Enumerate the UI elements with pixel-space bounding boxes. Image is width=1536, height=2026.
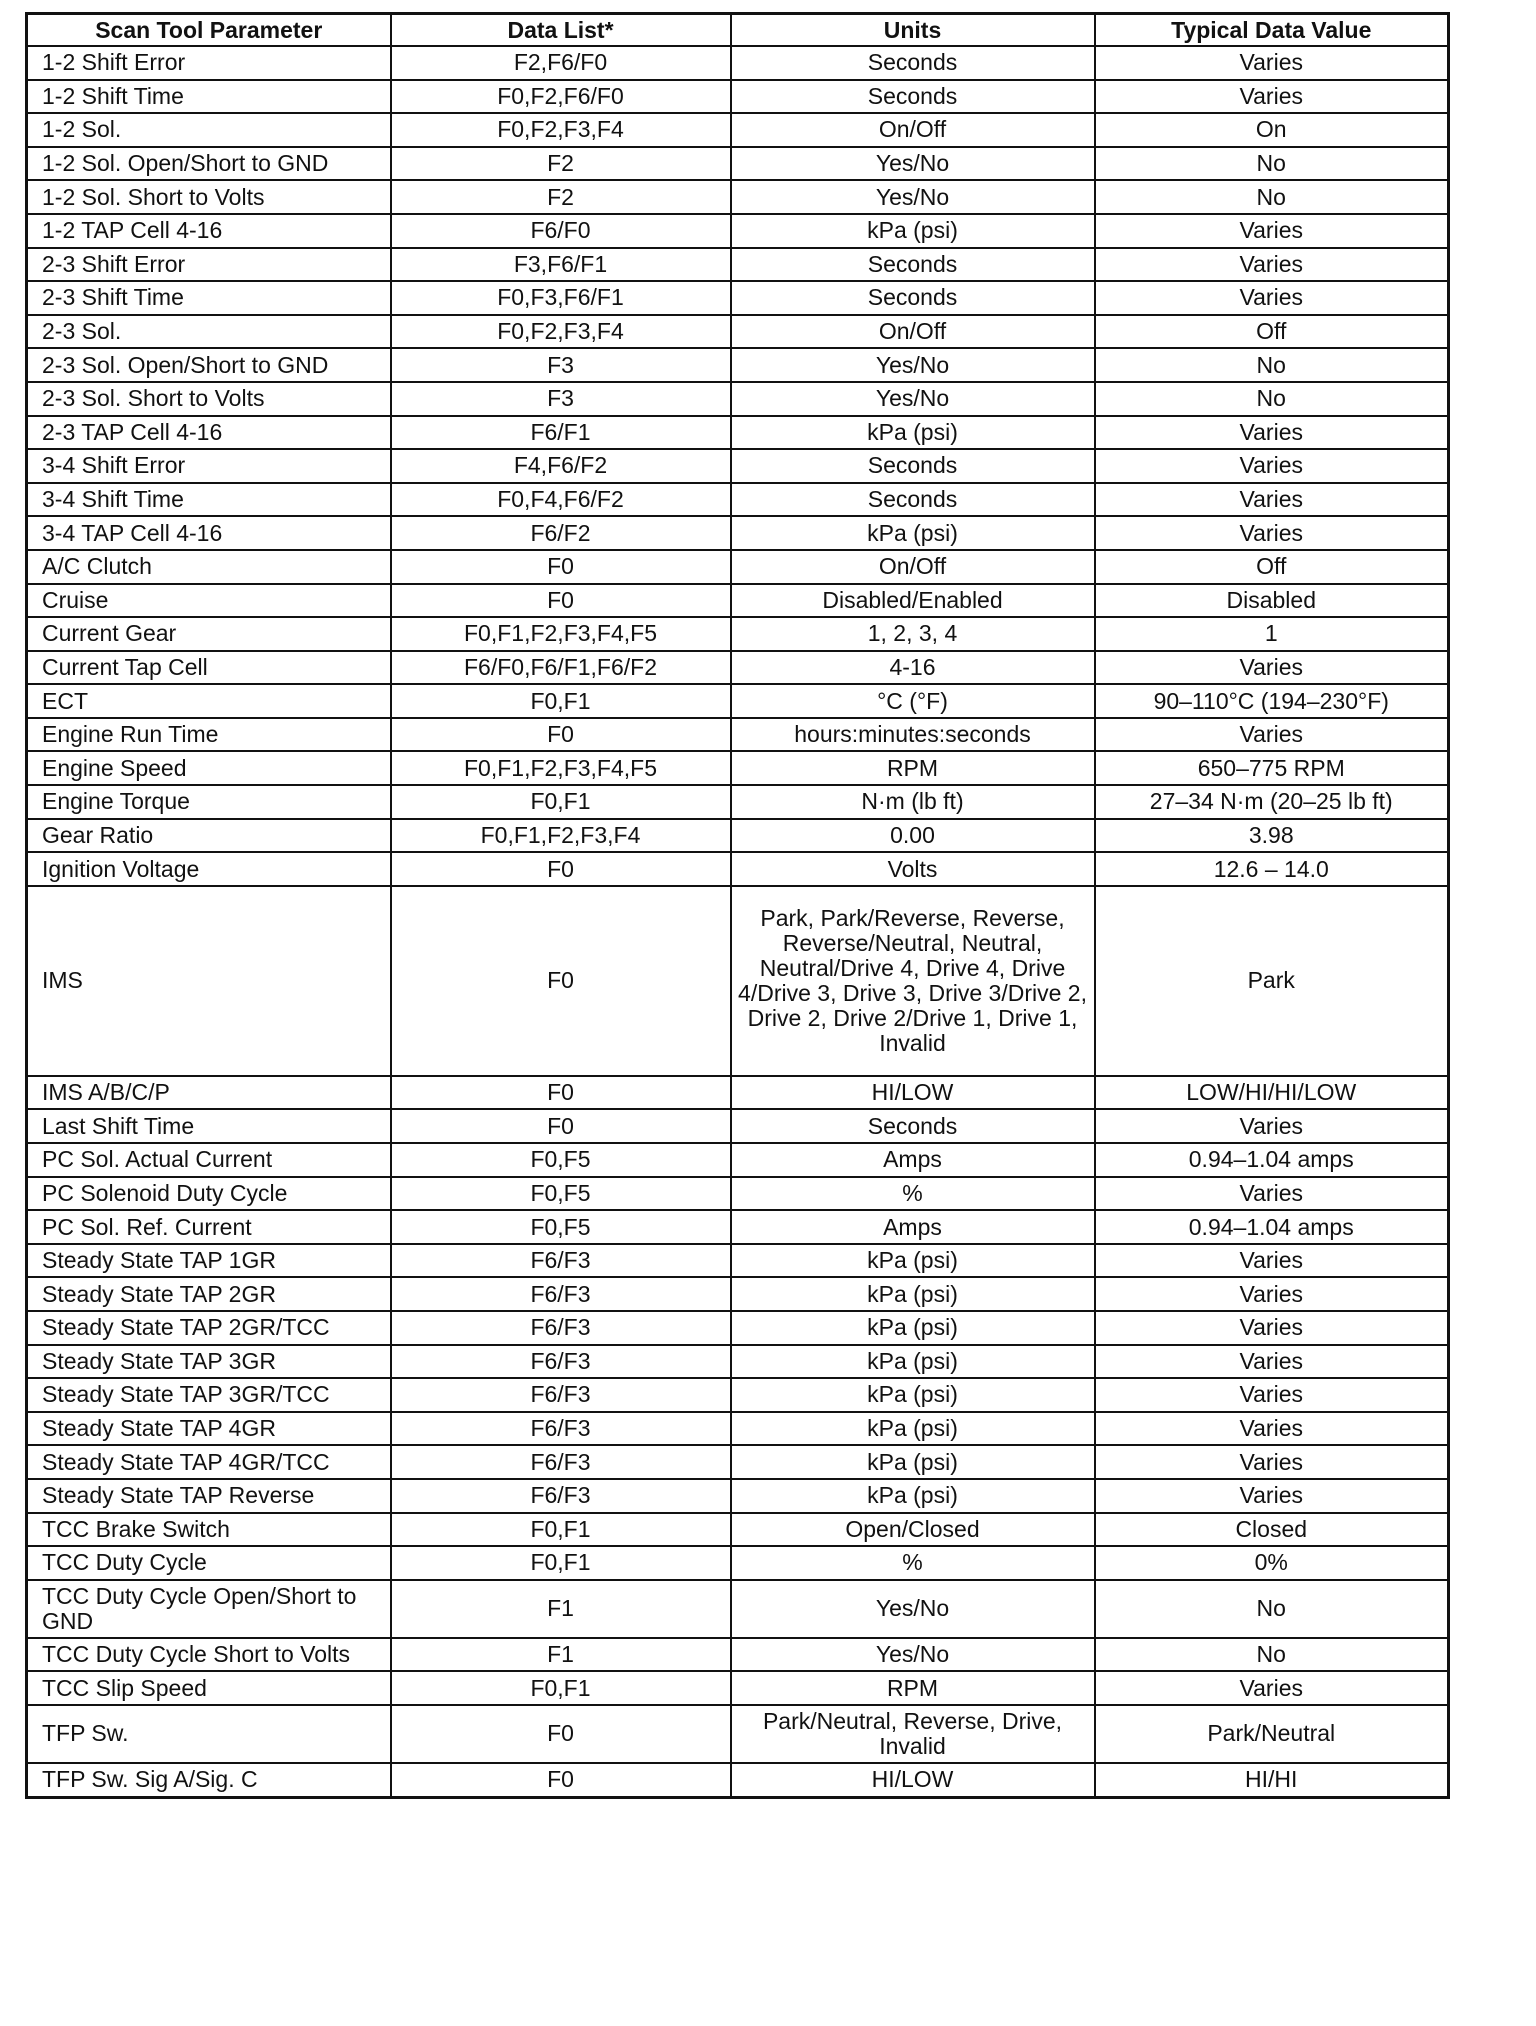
cell-typical-value: Varies xyxy=(1095,46,1449,80)
cell-units: Seconds xyxy=(731,281,1095,315)
table-body xyxy=(27,46,1449,1797)
cell-data-list: F0,F1 xyxy=(391,684,731,718)
cell-parameter: Steady State TAP 2GR xyxy=(27,1277,391,1311)
cell-typical-value: Varies xyxy=(1095,1311,1449,1345)
table-header xyxy=(27,14,1449,47)
cell-units: On/Off xyxy=(731,550,1095,584)
cell-parameter: 2-3 TAP Cell 4-16 xyxy=(27,416,391,450)
cell-typical-value: Varies xyxy=(1095,80,1449,114)
cell-units: Open/Closed xyxy=(731,1513,1095,1547)
cell-data-list: F1 xyxy=(391,1638,731,1672)
cell-typical-value: Varies xyxy=(1095,1412,1449,1446)
table-row xyxy=(27,718,1449,752)
cell-typical-value: Varies xyxy=(1095,1109,1449,1143)
cell-data-list: F6/F2 xyxy=(391,516,731,550)
table-row xyxy=(27,584,1449,618)
cell-units: kPa (psi) xyxy=(731,1378,1095,1412)
cell-units: % xyxy=(731,1546,1095,1580)
cell-data-list: F0,F2,F6/F0 xyxy=(391,80,731,114)
cell-units: Yes/No xyxy=(731,348,1095,382)
table-row xyxy=(27,1378,1449,1412)
table-row xyxy=(27,751,1449,785)
cell-parameter: TCC Duty Cycle Open/Short to GND xyxy=(27,1580,391,1638)
cell-typical-value: 650–775 RPM xyxy=(1095,751,1449,785)
table-row xyxy=(27,214,1449,248)
cell-parameter: TFP Sw. xyxy=(27,1705,391,1763)
cell-parameter: 2-3 Sol. Short to Volts xyxy=(27,382,391,416)
table-row xyxy=(27,113,1449,147)
cell-units: Volts xyxy=(731,852,1095,886)
cell-data-list: F6/F3 xyxy=(391,1244,731,1278)
cell-typical-value: Varies xyxy=(1095,718,1449,752)
table-row xyxy=(27,516,1449,550)
cell-units: Seconds xyxy=(731,46,1095,80)
cell-units: 1, 2, 3, 4 xyxy=(731,617,1095,651)
cell-units: RPM xyxy=(731,751,1095,785)
cell-data-list: F0,F2,F3,F4 xyxy=(391,315,731,349)
cell-data-list: F0 xyxy=(391,1763,731,1797)
cell-typical-value: Varies xyxy=(1095,1671,1449,1705)
cell-typical-value: Varies xyxy=(1095,449,1449,483)
table-row xyxy=(27,1345,1449,1379)
cell-units: kPa (psi) xyxy=(731,1277,1095,1311)
cell-data-list: F0 xyxy=(391,1109,731,1143)
cell-parameter: A/C Clutch xyxy=(27,550,391,584)
table-row xyxy=(27,886,1449,1076)
table-row xyxy=(27,1412,1449,1446)
table-row xyxy=(27,1580,1449,1638)
cell-typical-value: Varies xyxy=(1095,1479,1449,1513)
cell-parameter: Engine Run Time xyxy=(27,718,391,752)
cell-parameter: Steady State TAP 3GR/TCC xyxy=(27,1378,391,1412)
cell-parameter: Current Gear xyxy=(27,617,391,651)
cell-parameter: Gear Ratio xyxy=(27,819,391,853)
table-row xyxy=(27,315,1449,349)
cell-parameter: Ignition Voltage xyxy=(27,852,391,886)
table-row xyxy=(27,1177,1449,1211)
header-data-list: Data List* xyxy=(391,14,731,47)
cell-data-list: F0,F4,F6/F2 xyxy=(391,483,731,517)
cell-data-list: F0,F1 xyxy=(391,785,731,819)
header-scan-tool-parameter: Scan Tool Parameter xyxy=(27,14,391,47)
scan-tool-data-table xyxy=(25,12,1450,1799)
cell-typical-value: Off xyxy=(1095,315,1449,349)
cell-typical-value: Varies xyxy=(1095,1177,1449,1211)
cell-typical-value: 0.94–1.04 amps xyxy=(1095,1143,1449,1177)
cell-typical-value: HI/HI xyxy=(1095,1763,1449,1797)
cell-typical-value: No xyxy=(1095,382,1449,416)
cell-data-list: F6/F3 xyxy=(391,1378,731,1412)
cell-units: Seconds xyxy=(731,449,1095,483)
table-row xyxy=(27,1311,1449,1345)
table-row xyxy=(27,1244,1449,1278)
cell-data-list: F0 xyxy=(391,1076,731,1110)
cell-units: Yes/No xyxy=(731,180,1095,214)
cell-typical-value: Varies xyxy=(1095,1445,1449,1479)
cell-data-list: F0,F1 xyxy=(391,1513,731,1547)
cell-parameter: TCC Duty Cycle Short to Volts xyxy=(27,1638,391,1672)
cell-parameter: TCC Brake Switch xyxy=(27,1513,391,1547)
cell-typical-value: No xyxy=(1095,1580,1449,1638)
cell-units: N·m (lb ft) xyxy=(731,785,1095,819)
cell-data-list: F0,F1,F2,F3,F4,F5 xyxy=(391,617,731,651)
cell-data-list: F0 xyxy=(391,584,731,618)
cell-units: Amps xyxy=(731,1143,1095,1177)
cell-parameter: TCC Slip Speed xyxy=(27,1671,391,1705)
cell-parameter: IMS xyxy=(27,886,391,1076)
cell-units: % xyxy=(731,1177,1095,1211)
cell-parameter: IMS A/B/C/P xyxy=(27,1076,391,1110)
table-row xyxy=(27,1109,1449,1143)
table-row xyxy=(27,248,1449,282)
table-row xyxy=(27,348,1449,382)
cell-data-list: F6/F3 xyxy=(391,1311,731,1345)
cell-units: °C (°F) xyxy=(731,684,1095,718)
cell-typical-value: On xyxy=(1095,113,1449,147)
cell-parameter: 1-2 TAP Cell 4-16 xyxy=(27,214,391,248)
cell-units: On/Off xyxy=(731,315,1095,349)
table-row xyxy=(27,651,1449,685)
cell-data-list: F4,F6/F2 xyxy=(391,449,731,483)
cell-parameter: Steady State TAP 4GR/TCC xyxy=(27,1445,391,1479)
cell-data-list: F0 xyxy=(391,886,731,1076)
cell-data-list: F0 xyxy=(391,852,731,886)
cell-parameter: 3-4 Shift Error xyxy=(27,449,391,483)
cell-data-list: F3 xyxy=(391,348,731,382)
cell-units: Park/Neutral, Reverse, Drive, Invalid xyxy=(731,1705,1095,1763)
cell-parameter: 1-2 Sol. xyxy=(27,113,391,147)
cell-typical-value: Park/Neutral xyxy=(1095,1705,1449,1763)
cell-parameter: Steady State TAP 4GR xyxy=(27,1412,391,1446)
cell-parameter: 1-2 Shift Time xyxy=(27,80,391,114)
cell-parameter: Engine Torque xyxy=(27,785,391,819)
cell-data-list: F0,F1 xyxy=(391,1546,731,1580)
table-row xyxy=(27,180,1449,214)
cell-data-list: F6/F3 xyxy=(391,1412,731,1446)
cell-units: Disabled/Enabled xyxy=(731,584,1095,618)
cell-units: Seconds xyxy=(731,248,1095,282)
cell-units: Seconds xyxy=(731,1109,1095,1143)
cell-typical-value: Varies xyxy=(1095,248,1449,282)
cell-units: 4-16 xyxy=(731,651,1095,685)
table-row xyxy=(27,1546,1449,1580)
cell-typical-value: Varies xyxy=(1095,516,1449,550)
cell-typical-value: Varies xyxy=(1095,651,1449,685)
cell-typical-value: LOW/HI/HI/LOW xyxy=(1095,1076,1449,1110)
cell-units: Yes/No xyxy=(731,382,1095,416)
table-row xyxy=(27,684,1449,718)
cell-units: kPa (psi) xyxy=(731,1244,1095,1278)
cell-typical-value: Varies xyxy=(1095,1244,1449,1278)
table-row xyxy=(27,785,1449,819)
cell-data-list: F2 xyxy=(391,180,731,214)
cell-data-list: F6/F3 xyxy=(391,1479,731,1513)
cell-data-list: F3,F6/F1 xyxy=(391,248,731,282)
cell-data-list: F0 xyxy=(391,550,731,584)
cell-data-list: F1 xyxy=(391,1580,731,1638)
cell-units: kPa (psi) xyxy=(731,214,1095,248)
cell-data-list: F0,F2,F3,F4 xyxy=(391,113,731,147)
cell-units: On/Off xyxy=(731,113,1095,147)
table-row xyxy=(27,819,1449,853)
table-row xyxy=(27,46,1449,80)
table-row xyxy=(27,382,1449,416)
cell-parameter: Steady State TAP 2GR/TCC xyxy=(27,1311,391,1345)
table-row xyxy=(27,1143,1449,1177)
cell-parameter: 1-2 Sol. Short to Volts xyxy=(27,180,391,214)
cell-parameter: Current Tap Cell xyxy=(27,651,391,685)
table-row xyxy=(27,617,1449,651)
cell-units: kPa (psi) xyxy=(731,1445,1095,1479)
table-row xyxy=(27,852,1449,886)
document-page xyxy=(25,12,1447,1799)
cell-data-list: F6/F0 xyxy=(391,214,731,248)
cell-units: Yes/No xyxy=(731,1580,1095,1638)
cell-typical-value: 1 xyxy=(1095,617,1449,651)
cell-units: HI/LOW xyxy=(731,1763,1095,1797)
cell-parameter: 2-3 Shift Error xyxy=(27,248,391,282)
cell-parameter: 1-2 Shift Error xyxy=(27,46,391,80)
cell-units: kPa (psi) xyxy=(731,1412,1095,1446)
cell-typical-value: 12.6 – 14.0 xyxy=(1095,852,1449,886)
cell-parameter: Steady State TAP Reverse xyxy=(27,1479,391,1513)
table-row xyxy=(27,1671,1449,1705)
cell-typical-value: Disabled xyxy=(1095,584,1449,618)
cell-parameter: TFP Sw. Sig A/Sig. C xyxy=(27,1763,391,1797)
cell-data-list: F0,F1 xyxy=(391,1671,731,1705)
table-row xyxy=(27,1076,1449,1110)
cell-data-list: F0,F5 xyxy=(391,1143,731,1177)
cell-data-list: F6/F0,F6/F1,F6/F2 xyxy=(391,651,731,685)
cell-parameter: 2-3 Sol. Open/Short to GND xyxy=(27,348,391,382)
table-row xyxy=(27,550,1449,584)
cell-typical-value: 3.98 xyxy=(1095,819,1449,853)
cell-parameter: 3-4 TAP Cell 4-16 xyxy=(27,516,391,550)
cell-typical-value: 0% xyxy=(1095,1546,1449,1580)
cell-parameter: 2-3 Sol. xyxy=(27,315,391,349)
cell-data-list: F6/F3 xyxy=(391,1277,731,1311)
cell-data-list: F3 xyxy=(391,382,731,416)
header-typical-data-value: Typical Data Value xyxy=(1095,14,1449,47)
header-units: Units xyxy=(731,14,1095,47)
cell-parameter: Steady State TAP 1GR xyxy=(27,1244,391,1278)
cell-parameter: Cruise xyxy=(27,584,391,618)
cell-typical-value: Varies xyxy=(1095,214,1449,248)
cell-units: hours:minutes:seconds xyxy=(731,718,1095,752)
cell-units: kPa (psi) xyxy=(731,1479,1095,1513)
cell-units: kPa (psi) xyxy=(731,416,1095,450)
cell-data-list: F0,F1,F2,F3,F4 xyxy=(391,819,731,853)
cell-parameter: PC Solenoid Duty Cycle xyxy=(27,1177,391,1211)
table-row xyxy=(27,147,1449,181)
cell-data-list: F0 xyxy=(391,718,731,752)
table-row xyxy=(27,1445,1449,1479)
cell-typical-value: 90–110°C (194–230°F) xyxy=(1095,684,1449,718)
cell-data-list: F2,F6/F0 xyxy=(391,46,731,80)
cell-parameter: 2-3 Shift Time xyxy=(27,281,391,315)
cell-data-list: F6/F1 xyxy=(391,416,731,450)
table-row xyxy=(27,483,1449,517)
table-row xyxy=(27,281,1449,315)
cell-data-list: F6/F3 xyxy=(391,1445,731,1479)
cell-parameter: 1-2 Sol. Open/Short to GND xyxy=(27,147,391,181)
table-row xyxy=(27,1638,1449,1672)
table-row xyxy=(27,1513,1449,1547)
cell-typical-value: Varies xyxy=(1095,281,1449,315)
cell-data-list: F0,F5 xyxy=(391,1177,731,1211)
cell-typical-value: No xyxy=(1095,1638,1449,1672)
cell-units: Seconds xyxy=(731,80,1095,114)
cell-data-list: F0 xyxy=(391,1705,731,1763)
cell-units: kPa (psi) xyxy=(731,1311,1095,1345)
cell-parameter: PC Sol. Ref. Current xyxy=(27,1210,391,1244)
cell-typical-value: Varies xyxy=(1095,416,1449,450)
cell-parameter: TCC Duty Cycle xyxy=(27,1546,391,1580)
cell-typical-value: 27–34 N·m (20–25 lb ft) xyxy=(1095,785,1449,819)
cell-units: kPa (psi) xyxy=(731,516,1095,550)
cell-units: HI/LOW xyxy=(731,1076,1095,1110)
header-row xyxy=(27,14,1449,47)
cell-typical-value: Closed xyxy=(1095,1513,1449,1547)
cell-parameter: 3-4 Shift Time xyxy=(27,483,391,517)
table-row xyxy=(27,449,1449,483)
cell-typical-value: Park xyxy=(1095,886,1449,1076)
table-row xyxy=(27,1210,1449,1244)
cell-data-list: F0,F3,F6/F1 xyxy=(391,281,731,315)
cell-parameter: Engine Speed xyxy=(27,751,391,785)
cell-typical-value: No xyxy=(1095,147,1449,181)
cell-units: Park, Park/Reverse, Reverse, Reverse/Neutral, Neutral, Neutral/Drive 4, Drive 4, Drive 4/Drive 3, Drive 3, Drive 3/Drive 2, Drive 2, Drive 2/Drive 1, Drive 1, Invalid xyxy=(731,886,1095,1076)
cell-typical-value: No xyxy=(1095,180,1449,214)
cell-units: RPM xyxy=(731,1671,1095,1705)
cell-typical-value: Off xyxy=(1095,550,1449,584)
table-row xyxy=(27,1763,1449,1797)
cell-units: Yes/No xyxy=(731,147,1095,181)
table-row xyxy=(27,1277,1449,1311)
table-row xyxy=(27,1479,1449,1513)
cell-parameter: PC Sol. Actual Current xyxy=(27,1143,391,1177)
cell-data-list: F6/F3 xyxy=(391,1345,731,1379)
cell-parameter: ECT xyxy=(27,684,391,718)
table-row xyxy=(27,80,1449,114)
cell-typical-value: No xyxy=(1095,348,1449,382)
cell-data-list: F0,F1,F2,F3,F4,F5 xyxy=(391,751,731,785)
table-row xyxy=(27,416,1449,450)
cell-units: Amps xyxy=(731,1210,1095,1244)
cell-data-list: F2 xyxy=(391,147,731,181)
cell-typical-value: 0.94–1.04 amps xyxy=(1095,1210,1449,1244)
cell-parameter: Steady State TAP 3GR xyxy=(27,1345,391,1379)
cell-typical-value: Varies xyxy=(1095,1378,1449,1412)
cell-data-list: F0,F5 xyxy=(391,1210,731,1244)
cell-units: Seconds xyxy=(731,483,1095,517)
table-row xyxy=(27,1705,1449,1763)
cell-typical-value: Varies xyxy=(1095,1345,1449,1379)
cell-units: kPa (psi) xyxy=(731,1345,1095,1379)
cell-typical-value: Varies xyxy=(1095,483,1449,517)
cell-units: 0.00 xyxy=(731,819,1095,853)
cell-units: Yes/No xyxy=(731,1638,1095,1672)
cell-parameter: Last Shift Time xyxy=(27,1109,391,1143)
cell-typical-value: Varies xyxy=(1095,1277,1449,1311)
